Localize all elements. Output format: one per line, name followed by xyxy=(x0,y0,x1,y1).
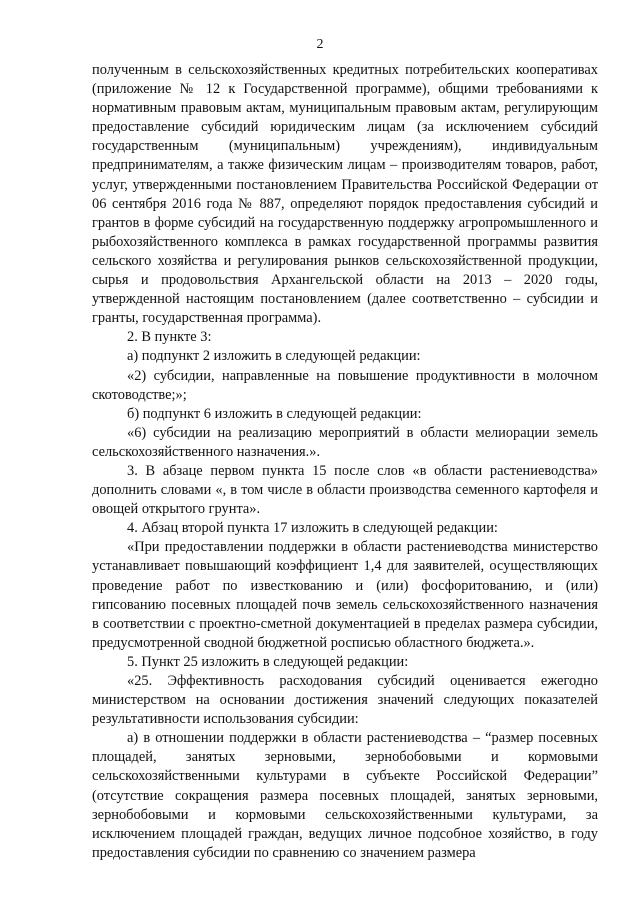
page-number: 2 xyxy=(316,37,324,52)
paragraph-quote-2: «2) субсидии, направленные на повышение продуктивности в молочном скотоводстве;»; xyxy=(92,367,598,403)
paragraph-subitem-a: а) подпункт 2 изложить в следующей редакции: xyxy=(127,348,421,365)
paragraph-subitem-a-crops: а) в отношении поддержки в области растениеводства – “размер посевных площадей, занятых зерновыми, зернобобовыми и кормовыми сельскохозяйственными культурами в субъекте Российской Федерации” (отсутствие сокращения размера посевных площадей, занятых зерновыми, зернобобовыми и кормовыми сельскохозяйственными культурами, за исключением площадей граждан, ведущих личное подсобное хозяйство, в году предоставления субсидии по сравнению со значением размера xyxy=(92,730,598,861)
paragraph-intro-continuation: полученным в сельскохозяйственных кредитных потребительских кооперативах (приложение № 12 к Государственной программе), общими требованиями к нормативным правовым актам, муниципальным правовым актам, регулирующим предоставление субсидий юридическим лицам (за исключением субсидий государственным (муниципальным) учреждениям), индивидуальным предпринимателям, а также физическим лицам – производителям товаров, работ, услуг, утвержденными постановлением Правительства Российской Федерации от 06 сентября 2016 года № 887, определяют порядок предоставления субсидий и грантов в форме субсидий на государственную поддержку агропромышленного и рыбохозяйственного комплекса в рамках государственной программы развития сельского хозяйства и регулирования рынков сельскохозяйственной продукции, сырья и продовольствия Архангельской области на 2013 – 2020 годы, утвержденной настоящим постановлением (далее соответственно – субсидии и гранты, государственная программа). xyxy=(92,62,598,327)
document-body xyxy=(92,61,598,863)
paragraph-subitem-b: б) подпункт 6 изложить в следующей редакции: xyxy=(127,405,422,422)
paragraph-quote-item-25: «25. Эффективность расходования субсидий оценивается ежегодно министерством на основании достижения значений следующих показателей результативности использования субсидии: xyxy=(92,673,598,728)
paragraph-item-3: 3. В абзаце первом пункта 15 после слов «в области растениеводства» дополнить словами «, в том числе в области производства семенного картофеля и овощей открытого грунта». xyxy=(92,462,598,518)
paragraph-item-5: 5. Пункт 25 изложить в следующей редакции: xyxy=(127,653,409,670)
paragraph-item-2: 2. В пункте 3: xyxy=(127,329,212,346)
paragraph-quote-6: «6) субсидии на реализацию мероприятий в области мелиорации земель сельскохозяйственного назначения.». xyxy=(92,424,598,460)
paragraph-quote-item-17: «При предоставлении поддержки в области растениеводства министерство устанавливает повышающий коэффициент 1,4 для заявителей, осуществляющих проведение работ по известкованию и (или) фосфоритованию, и (или) гипсованию посевных площадей почв земель сельскохозяйственного назначения в соответствии с проектно-сметной документацией в пределах размера субсидии, предусмотренной сводной бюджетной росписью областного бюджета.». xyxy=(92,539,598,651)
paragraph-item-4: 4. Абзац второй пункта 17 изложить в следующей редакции: xyxy=(127,520,498,537)
